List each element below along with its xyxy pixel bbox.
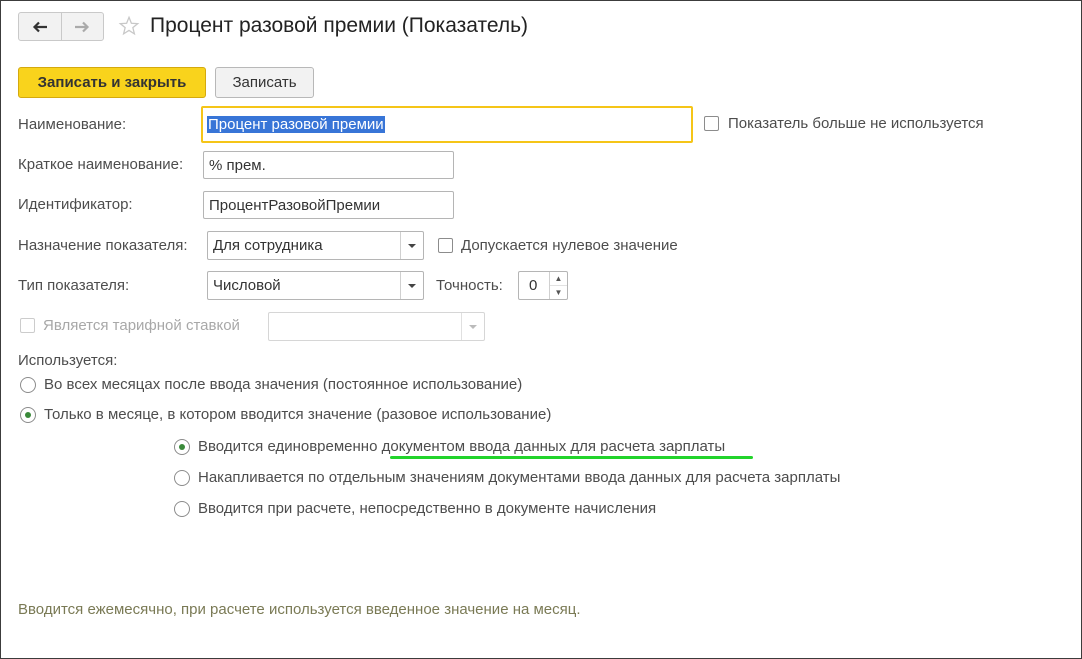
chevron-down-icon bbox=[408, 284, 416, 288]
sub-option-accumulate-radio[interactable] bbox=[174, 470, 190, 486]
spin-down-icon[interactable]: ▼ bbox=[550, 285, 567, 299]
identifier-label: Идентификатор: bbox=[18, 196, 133, 213]
footer-note: Вводится ежемесячно, при расчете используется введенное значение на месяц. bbox=[18, 601, 581, 618]
radio-selected-dot bbox=[179, 444, 185, 450]
radio-selected-dot bbox=[25, 412, 31, 418]
short-name-label: Краткое наименование: bbox=[18, 156, 184, 173]
identifier-input[interactable] bbox=[203, 191, 454, 219]
sub-option-single-document-radio[interactable] bbox=[174, 439, 190, 455]
precision-value: 0 bbox=[529, 277, 538, 294]
purpose-select[interactable] bbox=[207, 231, 424, 260]
short-name-value: % прем. bbox=[209, 156, 266, 174]
zero-allowed-label: Допускается нулевое значение bbox=[461, 237, 678, 254]
save-button[interactable]: Записать bbox=[215, 67, 314, 98]
precision-spinner[interactable] bbox=[549, 272, 567, 299]
page-title: Процент разовой премии (Показатель) bbox=[150, 14, 529, 37]
short-name-input[interactable] bbox=[203, 151, 454, 179]
zero-allowed-checkbox[interactable] bbox=[438, 238, 453, 253]
not-used-label: Показатель больше не используется bbox=[728, 115, 984, 132]
sub-option-accumulate-label: Накапливается по отдельным значениям документами ввода данных для расчета зарплаты bbox=[198, 469, 841, 486]
type-select[interactable] bbox=[207, 271, 424, 300]
payroll-data-document-link[interactable]: документом ввода данных для расчета зарплаты bbox=[381, 438, 726, 455]
name-label: Наименование: bbox=[18, 116, 127, 133]
not-used-checkbox[interactable] bbox=[704, 116, 719, 131]
chevron-down-icon bbox=[469, 325, 477, 329]
usage-label: Используется: bbox=[18, 352, 118, 369]
star-icon bbox=[118, 15, 140, 37]
sub-option-on-calculation-radio[interactable] bbox=[174, 501, 190, 517]
sub-option-single-document-label bbox=[198, 438, 725, 455]
sub-option-single-document-text: Вводится единовременно bbox=[198, 438, 382, 455]
save-and-close-button[interactable]: Записать и закрыть bbox=[18, 67, 206, 98]
name-input[interactable] bbox=[201, 106, 693, 143]
navigation-buttons bbox=[18, 12, 104, 41]
back-button[interactable] bbox=[19, 13, 61, 40]
usage-onetime-radio[interactable] bbox=[20, 407, 36, 423]
arrow-right-icon bbox=[74, 21, 90, 33]
usage-onetime-label: Только в месяце, в котором вводится значение (разовое использование) bbox=[44, 406, 552, 423]
highlight-underline bbox=[390, 456, 753, 459]
identifier-value: ПроцентРазовойПремии bbox=[209, 196, 381, 214]
favorite-star-button[interactable] bbox=[118, 15, 140, 41]
type-value: Числовой bbox=[213, 277, 281, 294]
forward-button[interactable] bbox=[61, 13, 104, 40]
tariff-rate-checkbox[interactable] bbox=[20, 318, 35, 333]
chevron-down-icon bbox=[408, 244, 416, 248]
sub-option-on-calculation-label: Вводится при расчете, непосредственно в документе начисления bbox=[198, 500, 657, 517]
purpose-value: Для сотрудника bbox=[213, 237, 323, 254]
usage-permanent-radio[interactable] bbox=[20, 377, 36, 393]
precision-label: Точность: bbox=[436, 277, 503, 294]
tariff-rate-dropdown-button[interactable] bbox=[461, 313, 484, 340]
usage-permanent-label: Во всех месяцах после ввода значения (постоянное использование) bbox=[44, 376, 523, 393]
precision-input[interactable] bbox=[518, 271, 568, 300]
purpose-label: Назначение показателя: bbox=[18, 237, 188, 254]
type-label: Тип показателя: bbox=[18, 277, 130, 294]
purpose-dropdown-button[interactable] bbox=[400, 232, 423, 259]
type-dropdown-button[interactable] bbox=[400, 272, 423, 299]
arrow-left-icon bbox=[32, 21, 48, 33]
spin-up-icon[interactable]: ▲ bbox=[554, 273, 563, 283]
tariff-rate-select[interactable] bbox=[268, 312, 485, 341]
name-input-value: Процент разовой премии bbox=[208, 116, 384, 133]
tariff-rate-label: Является тарифной ставкой bbox=[43, 317, 240, 334]
